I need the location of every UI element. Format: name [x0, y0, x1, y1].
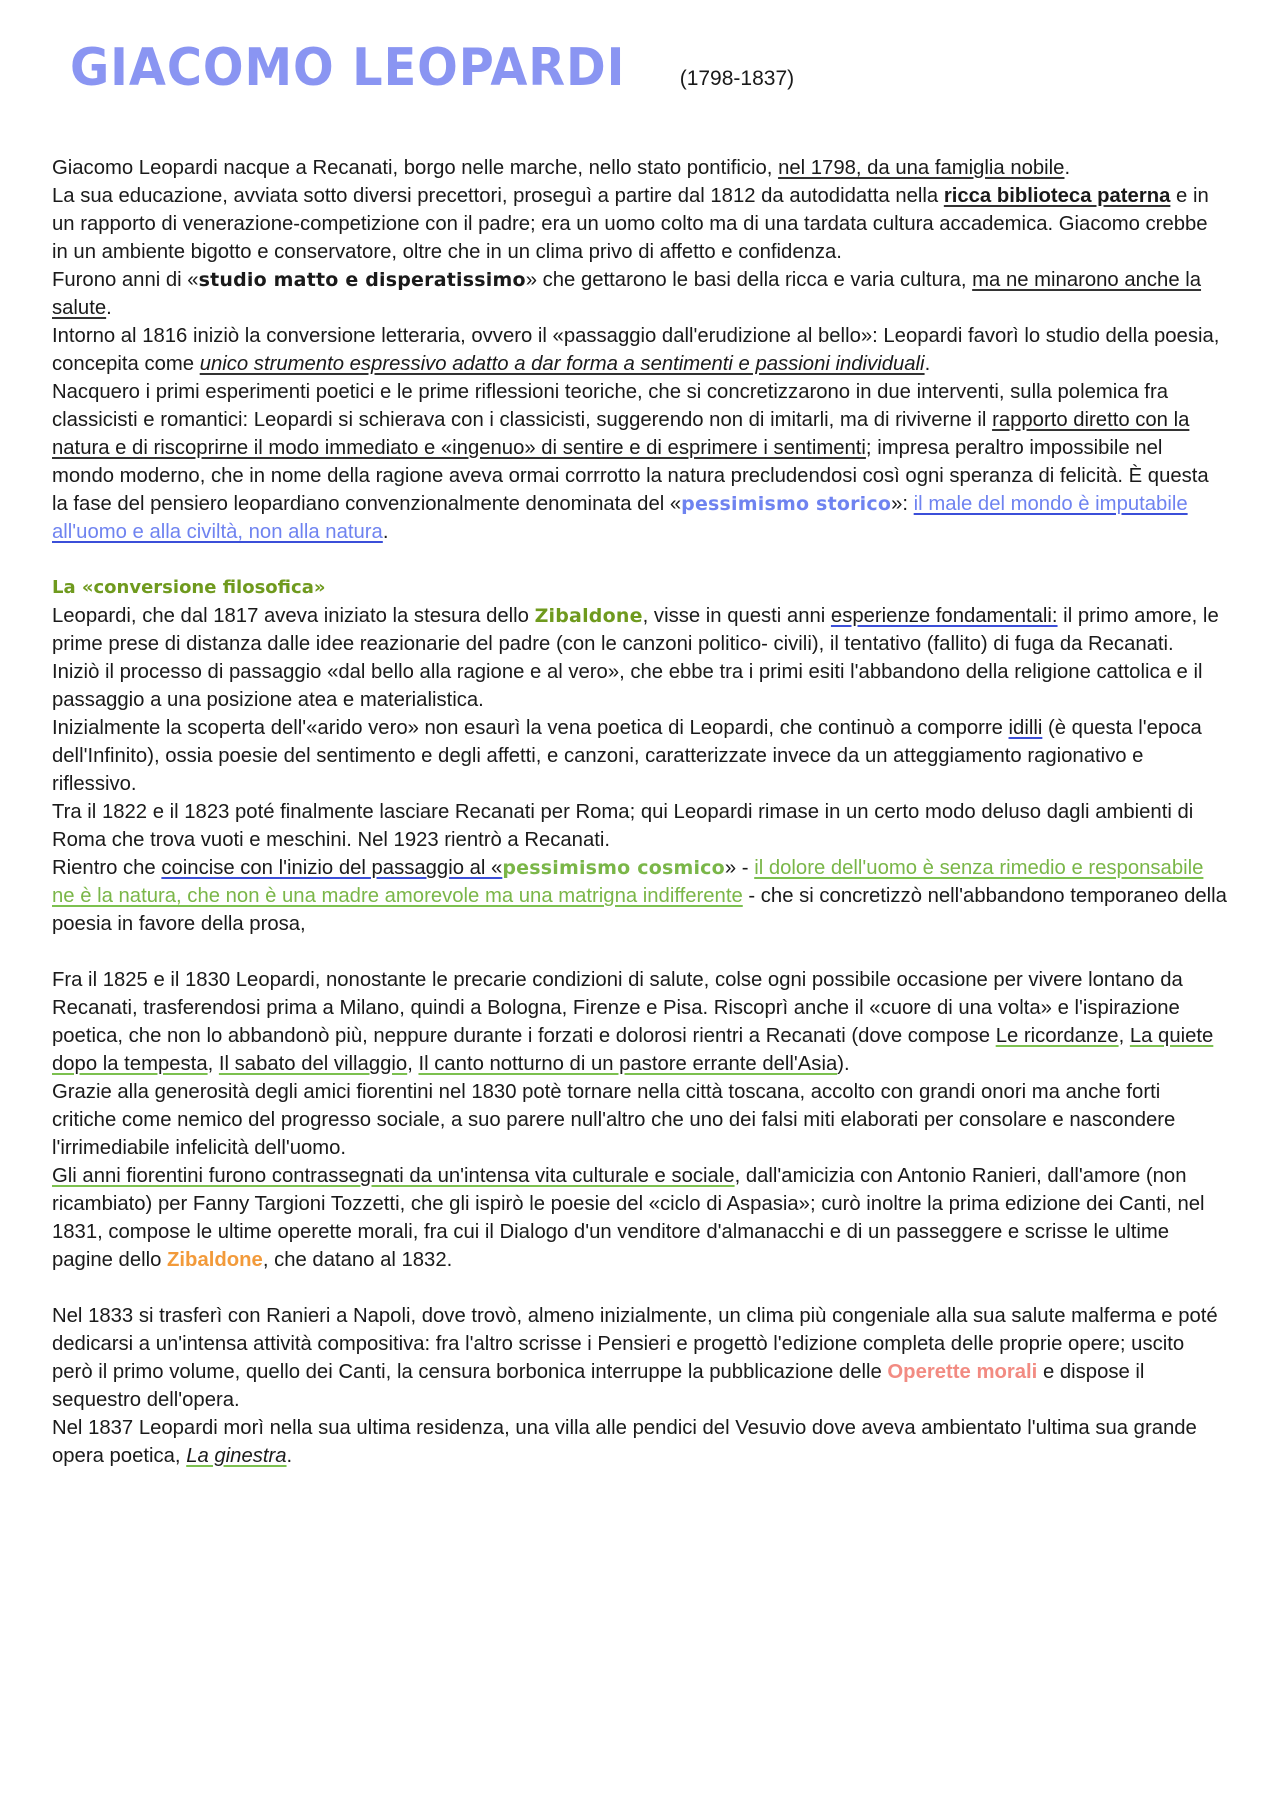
paragraph: Inizialmente la scoperta dell'«arido vero» non esaurì la vena poetica di Leopardi, che continuò a comporre idilli (è questa l'epoca dell'Infinito), ossia poesie del sentimento e degli affetti, e canzoni, caratterizzate invece da un atteggiamento ragionativo e riflessivo. — [52, 717, 1202, 795]
life-dates: (1798-1837) — [679, 67, 795, 90]
paragraph: Iniziò il processo di passaggio «dal bello alla ragione e al vero», che ebbe tra i primi esiti l'abbandono della religione cattolica e il passaggio a una posizione atea e materialistica. — [52, 661, 1203, 711]
spacer — [52, 546, 1227, 574]
paragraph: Nel 1837 Leopardi morì nella sua ultima residenza, una villa alle pendici del Vesuvio dove aveva ambientato l'ultima sua grande opera poetica, La ginestra. — [52, 1417, 1197, 1467]
paragraph: Intorno al 1816 iniziò la conversione letteraria, ovvero il «passaggio dall'erudizione al bello»: Leopardi favorì lo studio della poesia, concepita come unico strumento espressivo adatto a dar forma a sentimenti e passioni individuali. — [52, 325, 1220, 375]
paragraph: Giacomo Leopardi nacque a Recanati, borgo nelle marche, nello stato pontificio, nel 1798, da una famiglia nobile. — [52, 157, 1071, 179]
page — [52, 38, 1227, 1470]
paragraph: Grazie alla generosità degli amici fiorentini nel 1830 potè tornare nella città toscana, accolto con grandi onori ma anche forti critiche come nemico del progresso sociale, a suo parere null'altro che uno dei falsi miti elaborati per consolare e nascondere l'irrimediabile infelicità dell'uomo. — [52, 1081, 1176, 1159]
header — [70, 38, 1227, 98]
paragraph: Gli anni fiorentini furono contrassegnati da un'intensa vita culturale e sociale, dall'amicizia con Antonio Ranieri, dall'amore (non ricambiato) per Fanny Targioni Tozzetti, che gli ispirò le poesie del «ciclo di Aspasia»; curò inoltre la prima edizione dei Canti, nel 1831, compose le ultime operette morali, fra cui il Dialogo d'un venditore d'almanacchi e di un passeggere e scrisse le ultime pagine dello Zibaldone, che datano al 1832. — [52, 1165, 1205, 1271]
paragraph: Nel 1833 si trasferì con Ranieri a Napoli, dove trovò, almeno inizialmente, un clima più congeniale alla sua salute malferma e poté dedicarsi a un'intensa attività compositiva: fra l'altro scrisse i Pensieri e progettò l'edizione completa delle proprie opere; uscito però il primo volume, quello dei Canti, la censura borbonica interruppe la pubblicazione delle Operette morali e dispose il sequestro dell'opera. — [52, 1305, 1218, 1411]
paragraph: Furono anni di «studio matto e disperatissimo» che gettarono le basi della ricca e varia cultura, ma ne minarono anche la salute. — [52, 269, 1202, 319]
paragraph: Tra il 1822 e il 1823 poté finalmente lasciare Recanati per Roma; qui Leopardi rimase in un certo modo deluso dagli ambienti di Roma che trova vuoti e meschini. Nel 1923 rientrò a Recanati. — [52, 801, 1194, 851]
document-body — [52, 154, 1227, 1470]
paragraph: Nacquero i primi esperimenti poetici e le prime riflessioni teoriche, che si concretizzarono in due interventi, sulla polemica fra classicisti e romantici: Leopardi si schierava con i classicisti, suggerendo non di imitarli, ma di riviverne il rapporto diretto con la natura e di riscoprirne il modo immediato e «ingenuo» di sentire e di esprimere i sentimenti; impresa peraltro impossibile nel mondo moderno, che in nome della ragione aveva ormai corrrotto la natura precludendosi così ogni speranza di felicità. È questa la fase del pensiero leopardiano convenzionalmente denominata del «pessimismo storico»: il male del mondo è imputabile all'uomo e alla civiltà, non alla natura. — [52, 381, 1209, 543]
paragraph: Rientro che coincise con l'inizio del passaggio al «pessimismo cosmico» - il dolore dell'uomo è senza rimedio e responsabile ne è la natura, che non è una madre amorevole ma una matrigna indifferente - che si concretizzò nell'abbandono temporaneo della poesia in favore della prosa, — [52, 857, 1227, 935]
spacer — [52, 1274, 1227, 1302]
paragraph: La sua educazione, avviata sotto diversi precettori, proseguì a partire dal 1812 da autodidatta nella ricca biblioteca paterna e in un rapporto di venerazione-competizione con il padre; era un uomo colto ma di una tardata cultura accademica. Giacomo crebbe in un ambiente bigotto e conservatore, oltre che in un clima privo di affetto e confidenza. — [52, 185, 1209, 263]
paragraph: Fra il 1825 e il 1830 Leopardi, nonostante le precarie condizioni di salute, colse ogni possibile occasione per vivere lontano da Recanati, trasferendosi prima a Milano, quindi a Bologna, Firenze e Pisa. Riscoprì anche il «cuore di una volta» e l'ispirazione poetica, che non lo abbandonò più, neppure durante i forzati e dolorosi rientri a Recanati (dove compose Le ricordanze, La quiete dopo la tempesta, Il sabato del villaggio, Il canto notturno di un pastore errante dell'Asia). — [52, 969, 1214, 1075]
section-heading: La «conversione filosofica» — [52, 577, 326, 598]
page-title: GIACOMO LEOPARDI — [70, 38, 626, 98]
spacer — [52, 938, 1227, 966]
paragraph: Leopardi, che dal 1817 aveva iniziato la stesura dello Zibaldone, visse in questi anni esperienze fondamentali: il primo amore, le prime prese di distanza dalle idee reazionarie del padre (con le canzoni politico- civili), il tentativo (fallito) di fuga da Recanati. — [52, 605, 1219, 655]
